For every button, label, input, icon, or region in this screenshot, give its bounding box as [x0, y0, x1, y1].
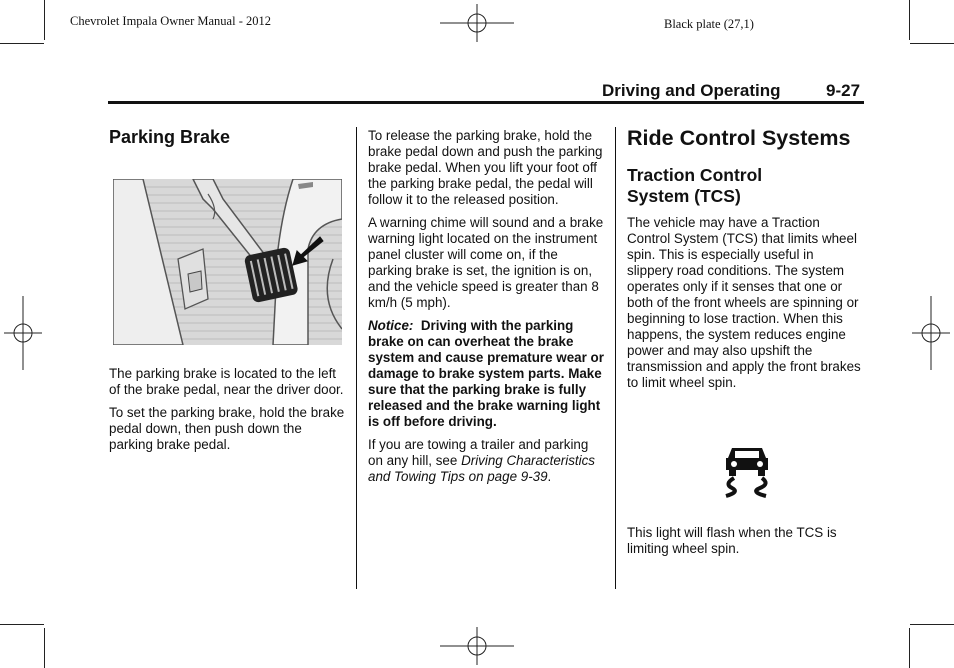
- section-heading-ride-control: Ride Control Systems: [627, 126, 851, 150]
- crop-mark: [910, 624, 954, 625]
- header-rule: [108, 101, 864, 104]
- registration-mark-bottom: [440, 627, 514, 665]
- paragraph: [368, 437, 604, 485]
- paragraph: This light will flash when the TCS is limiting wheel spin.: [627, 525, 837, 556]
- traction-control-icon: [720, 444, 774, 498]
- registration-mark-right: [912, 296, 950, 370]
- crop-mark: [910, 43, 954, 44]
- crop-mark: [0, 624, 44, 625]
- paragraph: To release the parking brake, hold the brake pedal down and push the parking brake pedal. When you lift your foot off the parking brake pedal, the pedal will follow it to the released position.: [368, 128, 603, 207]
- cross-reference-link[interactable]: Driving Characteristics and Towing Tips on page 9-39: [368, 453, 596, 484]
- subheading-tcs: Traction Control System (TCS): [627, 165, 763, 206]
- section-heading-parking-brake: Parking Brake: [109, 127, 231, 147]
- paragraph: The vehicle may have a Traction Control System (TCS) that limits wheel spin. This is especially useful in slippery road conditions. The system operates only if it senses that one or both of the front wheels are spinning or beginning to lose traction. When this happens, the system reduces engine power and may also upshift the transmission and apply the front brakes to limit wheel spin.: [627, 215, 861, 390]
- paragraph: To set the parking brake, hold the brake pedal down, then push down the parking brake pedal.: [109, 405, 345, 452]
- parking-brake-illustration: [113, 179, 342, 345]
- crop-mark: [0, 43, 44, 44]
- print-header-right: Black plate (27,1): [664, 17, 754, 31]
- paragraph-text: .: [547, 469, 552, 484]
- notice-paragraph: [368, 318, 604, 430]
- notice-text: Driving with the parking brake on can overheat the brake system and cause premature wear or damage to brake system parts. Make sure that the parking brake is fully released and the brake warning light is off before driving.: [368, 318, 604, 429]
- crop-mark: [909, 628, 910, 668]
- registration-mark-left: [4, 296, 42, 370]
- print-header-left: Chevrolet Impala Owner Manual - 2012: [70, 14, 271, 28]
- crop-mark: [909, 0, 910, 40]
- paragraph: A warning chime will sound and a brake warning light located on the instrument panel cluster will come on, if the parking brake is set, the ignition is on, and the vehicle speed is greater than 8 km/h (5 mph).: [368, 215, 604, 310]
- column-divider: [615, 127, 616, 589]
- notice-label: Notice:: [368, 318, 414, 333]
- running-head-section: Driving and Operating: [602, 81, 781, 100]
- page-number: 9-27: [826, 81, 861, 100]
- crop-mark: [44, 0, 45, 40]
- registration-mark-top: [440, 4, 514, 42]
- crop-mark: [44, 628, 45, 668]
- paragraph-text: If you are towing a trailer and parking on any hill, see: [368, 437, 589, 468]
- paragraph: The parking brake is located to the left of the brake pedal, near the driver door.: [109, 366, 344, 397]
- column-divider: [356, 127, 357, 589]
